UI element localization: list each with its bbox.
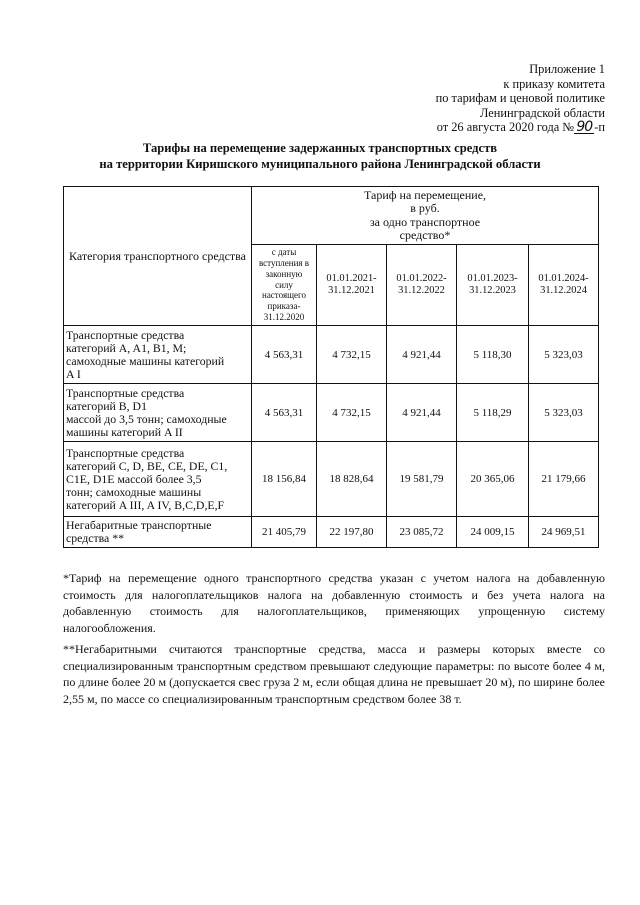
order-number-suffix: -п [594, 120, 605, 134]
appendix-order-ref: к приказу комитета [503, 76, 605, 91]
tariff-value: 20 365,06 [457, 442, 529, 517]
appendix-title: Приложение 1 [529, 62, 605, 76]
tariff-value: 4 921,44 [387, 326, 457, 384]
category-cell: Транспортные средства категорий C, D, BE, CE, DE, C1, C1E, D1E массой более 3,5 тонн; самоходные машины категорий A III, A IV, B,C,D,E,F [64, 442, 252, 517]
period-header: 01.01.2023- 31.12.2023 [457, 245, 529, 326]
footnote-vat: *Тариф на перемещение одного транспортного средства указан с учетом налога на добавленную стоимость для налогоплательщиков налога на добавленную стоимость и без учета налога на добавленную стоимость для налогоплательщиков, применяющих упрощенную систему налогообложения. [63, 571, 605, 635]
tariff-value: 5 118,29 [457, 384, 529, 442]
tariff-value: 4 563,31 [252, 326, 317, 384]
appendix-region: Ленинградской области [479, 105, 605, 120]
tariff-value: 5 323,03 [529, 326, 599, 384]
tariff-value: 22 197,80 [317, 517, 387, 548]
table-row [64, 442, 599, 517]
appendix-committee: по тарифам и ценовой политике [435, 91, 605, 105]
tariff-value: 18 828,64 [317, 442, 387, 517]
appendix-date-line [436, 120, 605, 135]
tariff-value: 5 118,30 [457, 326, 529, 384]
period-header: 01.01.2022- 31.12.2022 [387, 245, 457, 326]
document-title [0, 140, 640, 172]
appendix-header [436, 62, 605, 135]
category-cell: Транспортные средства категорий B, D1 массой до 3,5 тонн; самоходные машины категорий A II [64, 384, 252, 442]
tariff-value: 21 179,66 [529, 442, 599, 517]
period-header: 01.01.2024- 31.12.2024 [529, 245, 599, 326]
tariff-value: 21 405,79 [252, 517, 317, 548]
tariff-value: 24 969,51 [529, 517, 599, 548]
tariff-value: 4 921,44 [387, 384, 457, 442]
appendix-date: от 26 августа 2020 года № [436, 120, 575, 134]
document-title-line1: Тарифы на перемещение задержанных транспортных средств [142, 141, 498, 155]
table-row [64, 517, 599, 548]
category-cell: Негабаритные транспортные средства ** [64, 517, 252, 548]
tariff-value: 19 581,79 [387, 442, 457, 517]
order-number-field [574, 120, 594, 135]
tariff-value: 4 732,15 [317, 384, 387, 442]
tariff-value: 5 323,03 [529, 384, 599, 442]
table-header-row [64, 187, 599, 245]
document-title-line2: на территории Киришского муниципального района Ленинградской области [99, 157, 541, 171]
order-number: 90 [576, 119, 593, 135]
period-header: 01.01.2021- 31.12.2021 [317, 245, 387, 326]
tariff-value: 23 085,72 [387, 517, 457, 548]
table-row [64, 384, 599, 442]
tariff-column-header: Тариф на перемещение, в руб. за одно транспортное средство* [252, 187, 599, 245]
tariff-value: 18 156,84 [252, 442, 317, 517]
table-row [64, 326, 599, 384]
category-column-header: Категория транспортного средства [64, 187, 252, 326]
category-cell: Транспортные средства категорий A, A1, B1, M; самоходные машины категорий A I [64, 326, 252, 384]
tariff-value: 4 563,31 [252, 384, 317, 442]
tariff-table [63, 186, 599, 548]
tariff-value: 24 009,15 [457, 517, 529, 548]
tariff-value: 4 732,15 [317, 326, 387, 384]
period-header: с даты вступления в законную силу настоящего приказа- 31.12.2020 [252, 245, 317, 326]
footnote-oversized: **Негабаритными считаются транспортные средства, масса и размеры которых вместе со специализированным транспортным средством превышают следующие параметры: по высоте более 4 м, по длине более 20 м (допускается свес груза 2 м, если общая длина не превышает 20 м), по ширине более 2,55 м, по массе со специализированным транспортным средством более 38 т. [63, 642, 605, 706]
